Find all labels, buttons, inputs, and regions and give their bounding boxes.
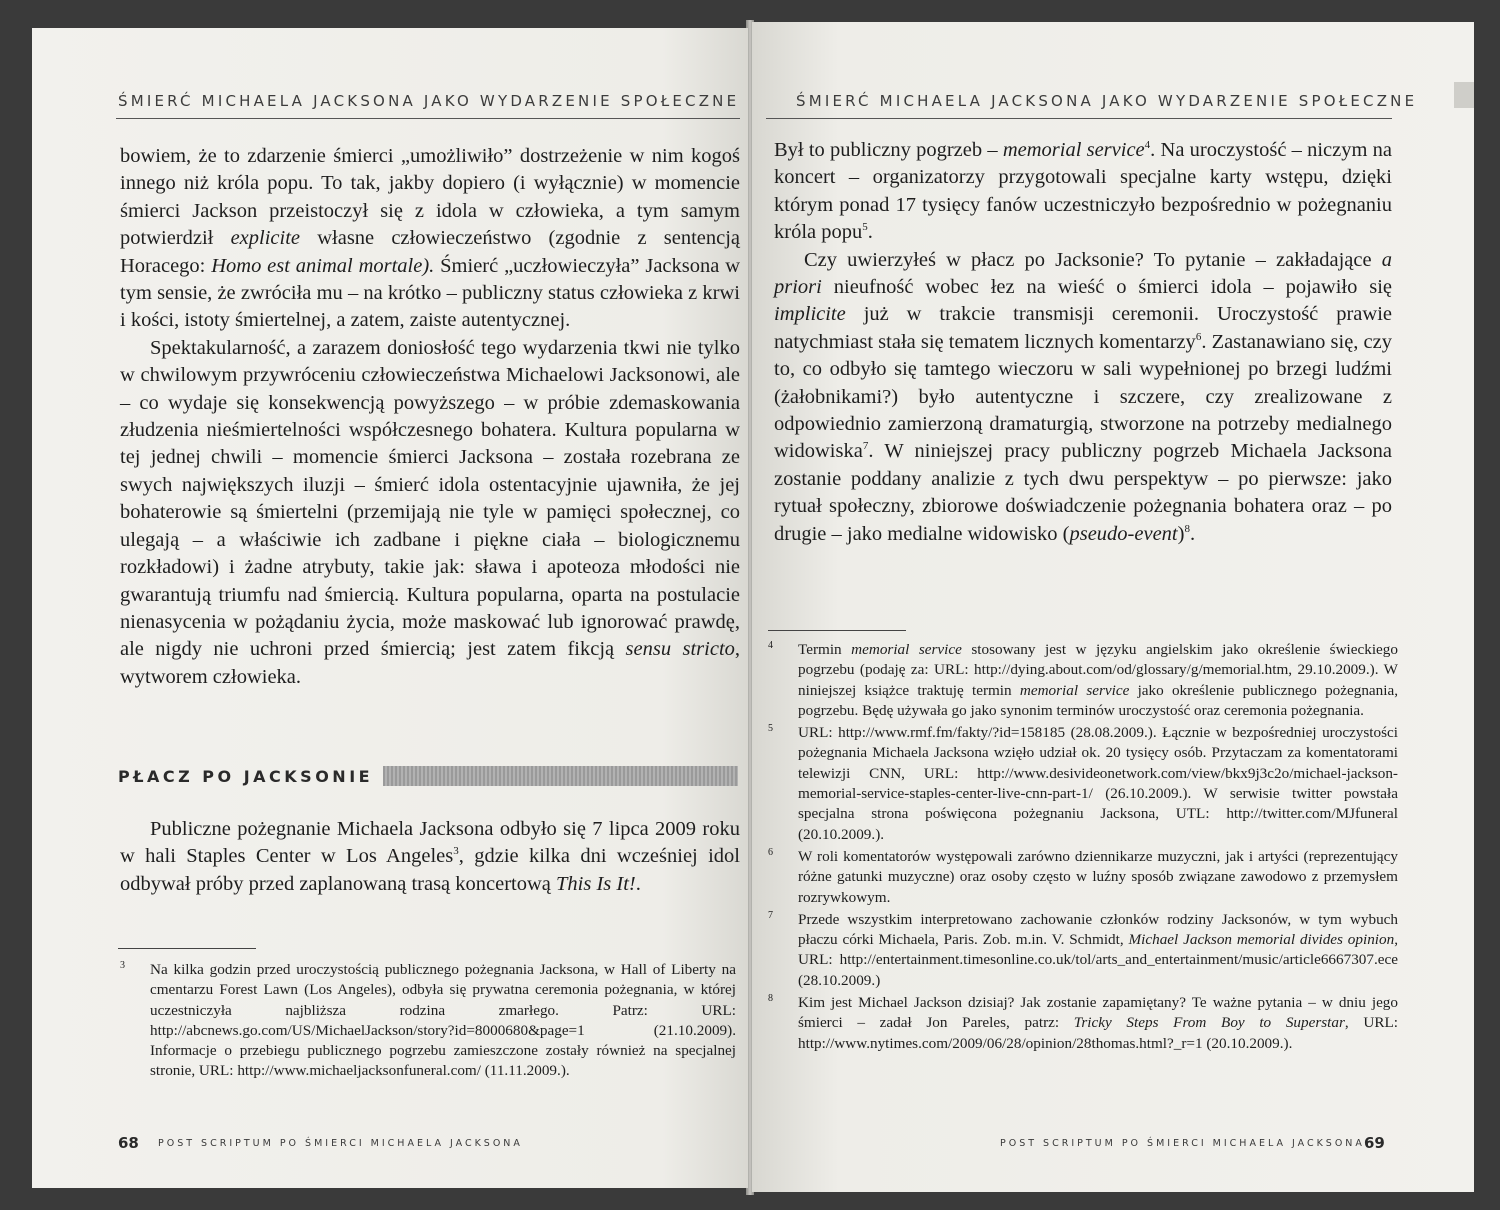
running-header: ŚMIERĆ MICHAELA JACKSONA JAKO WYDARZENIE SPOŁECZNE [796,92,1418,110]
section-title: PŁACZ PO JACKSONIE [118,766,374,786]
right-page [752,22,1474,1192]
footnote: 6 W roli komentatorów występowali zarówno dziennikarze muzyczni, jak i artyści (reprezentujący różne gatunki muzyczne) oraz osoby często w luźny sposób związane zawodowo z przemysłem rozrywkowym. [768,847,1398,908]
section-heading [118,763,738,789]
footnote-number: 7 [768,909,773,921]
footnotes [768,640,1398,1056]
running-footer: POST SCRIPTUM PO ŚMIERCI MICHAELA JACKSONA [1000,1138,1365,1149]
running-header: ŚMIERĆ MICHAELA JACKSONA JAKO WYDARZENIE SPOŁECZNE [118,92,740,110]
footnote-ref: 3 [453,845,459,858]
footnote-number: 6 [768,846,773,858]
footnotes [120,960,736,1084]
body-text [774,137,1392,548]
footnote-ref: 4 [1144,139,1151,152]
footnote-rule [118,948,256,949]
header-rule [766,118,1392,119]
paragraph: bowiem, że to zdarzenie śmierci „umożliwiło” dostrzeżenie w nim kogoś innego niż króla popu. To tak, jakby dopiero (i wyłącznie) w momencie śmierci Jackson przeistoczył się z idola w człowieka, a tym samym potwierdził explicite własne człowieczeństwo (zgodnie z sentencją Horacego: Homo est animal mortale). Śmierć „uczłowieczyła” Jacksona w tym sensie, że zwróciła mu – na krótko – publiczny status człowieka z krwi i kości, istoty śmiertelnej, a zatem, zaiste autentycznej. [120,145,741,332]
footnote-ref: 6 [1195,331,1202,344]
footnote: 8 Kim jest Michael Jackson dzisiaj? Jak zostanie zapamiętany? Te ważne pytania – w dniu jego śmierci – zadał Jon Pareles, patrz: Tricky Steps From Boy to Superstar, URL: http://www.nytimes.com/2009/06/28/opinion/28thomas.html?_r=1 (20.10.2009.). [768,993,1398,1054]
page-number: 68 [118,1134,139,1152]
footnote-number: 5 [768,723,773,735]
footnote-number: 4 [768,640,773,651]
running-footer: POST SCRIPTUM PO ŚMIERCI MICHAELA JACKSONA [158,1138,523,1149]
footnote: 7 Przede wszystkim interpretowano zachowanie członków rodziny Jacksonów, w tym wybuch płaczu córki Michaela, Paris. Zob. m.in. V. Schmidt, Michael Jackson memorial divides opinion, URL: http://entertainment.timesonline.co.uk/tol/arts_and_entertainment/music/article6667307.ece (28.10.2009.) [768,910,1398,991]
footnote-number: 3 [120,960,125,971]
paragraph: Publiczne pożegnanie Michaela Jacksona odbyło się 7 lipca 2009 roku w hali Staples Center w Los Angeles$^3$, gdzie kilka dni wcześniej idol odbywał próby przed zaplanowaną trasą koncertową This Is It!. [120,818,740,895]
page-tab [1454,82,1474,108]
header-rule [116,118,740,119]
section-bar [383,766,738,786]
page-number: 69 [1364,1134,1385,1152]
paragraph: Był to publiczny pogrzeb – memorial service$^4$. Na uroczystość – niczym na koncert – organizatorzy przygotowali specjalne karty wstępu, dzięki którym ponad 17 tysięcy fanów uczestniczyło bezpośrednio w pożegnaniu króla popu$^5$. [774,139,1393,244]
footnote-rule [768,630,906,631]
footnote-ref: 5 [862,221,868,234]
footnote-number: 8 [768,993,773,1005]
footnote: 4 Termin memorial service stosowany jest w języku angielskim jako określenie świeckiego pogrzebu (podaję za: URL: http://dying.about.com/od/glossary/g/memorial.htm, 29.10.2009.). W niniejszej książce traktuję termin memorial service jako określenie publicznego pożegnania, pogrzebu. Będę używała go jako synonim terminów uroczystość oraz ceremonia pożegnania. [768,640,1398,721]
paragraph: Czy uwierzyłeś w płacz po Jacksonie? To pytanie – zakładające a priori nieufność wobec łez na wieść o śmierci idola – pojawiło się implicite już w trakcie transmisji ceremonii. Uroczystość prawie natychmiast stała się tematem licznych komentarzy$^6$. Zastanawiano się, czy to, co odbyło się tamtego wieczoru w sali wypełnionej po brzegi ludźmi (żałobnikami?) było autentyczne i szczere, czy zrealizowane z odpowiednio zamierzoną dramaturgią, stworzone na potrzeby medialnego widowiska$^7$. W niniejszej pracy publiczny pogrzeb Michaela Jacksona zostanie poddany analizie z tych dwu perspektyw – po pierwsze: jako rytuał społeczny, zbiorowe doświadczenie pożegnania bohatera oraz – po drugie – jako medialne widowisko (pseudo-event)$^8$. [774,248,1393,545]
footnote-text: Na kilka godzin przed uroczystością publicznego pożegnania Jacksona, w Hall of Liberty na cmentarzu Forest Lawn (Los Angeles), odbyła się prywatna ceremonia pożegnania, w której uczestniczyła najbliższa rodzina zmarłego. Patrz: URL: http://abcnews.go.com/US/MichaelJackson/story?id=8000680&page=1 (21.10.2009). Informacje o przebiegu publicznego pogrzebu zamieszczone zostały również na specjalnej stronie, URL: http://www.michaeljacksonfuneral.com/ (11.11.2009.). [150,961,736,1080]
left-page [32,28,748,1188]
footnote-ref: 7 [862,440,869,453]
footnote: 5 URL: http://www.rmf.fm/fakty/?id=158185 (28.08.2009.). Łącznie w bezpośredniej uroczystości pożegnania Michaela Jacksona wzięło udział ok. 20 tysięcy osób. Przytaczam za komentatorami telewizji CNN, URL: http://www.desivideonetwork.com/view/bkx9j3c2o/michael-jackson-memorial-service-staples-center-live-cnn-part-1/ (26.10.2009.). W serwisie twitter powstała specjalna strona poświęcona pożegnaniu Jacksona, UTL: http://twitter.com/MJfuneral (20.10.2009.). [768,723,1398,845]
footnote-ref: 8 [1184,522,1190,535]
footnote [120,960,736,1082]
body-text [120,143,740,691]
section-body [120,816,740,898]
paragraph: Spektakularność, a zarazem doniosłość tego wydarzenia tkwi nie tylko w chwilowym przywróceniu człowieczeństwa Michaelowi Jacksonowi, ale – co wydaje się konsekwencją powyższego – w próbie zdemaskowania złudzenia nieśmiertelności współczesnego bohatera. Kultura popularna w tej jednej chwili – momencie śmierci Jacksona – została rozebrana ze swych największych iluzji – śmierć idola ostentacyjnie ujawniła, że jej bohaterowie są śmiertelni (przemijają nie tyle w pamięci społecznej, co ulegają – a właściwie ich zadbane i piękne ciała – biologicznemu rozkładowi) i żadne atrybuty, takie jak: sława i apoteoza młodości nie gwarantują triumfu nad śmiercią. Kultura popularna, oparta na postulacie nienasycenia w pożądaniu życia, może maskować lub ignorować prawdę, ale nigdy nie uchroni przed śmiercią; jest zatem fikcją sensu stricto, wytworem człowieka. [120,336,741,688]
